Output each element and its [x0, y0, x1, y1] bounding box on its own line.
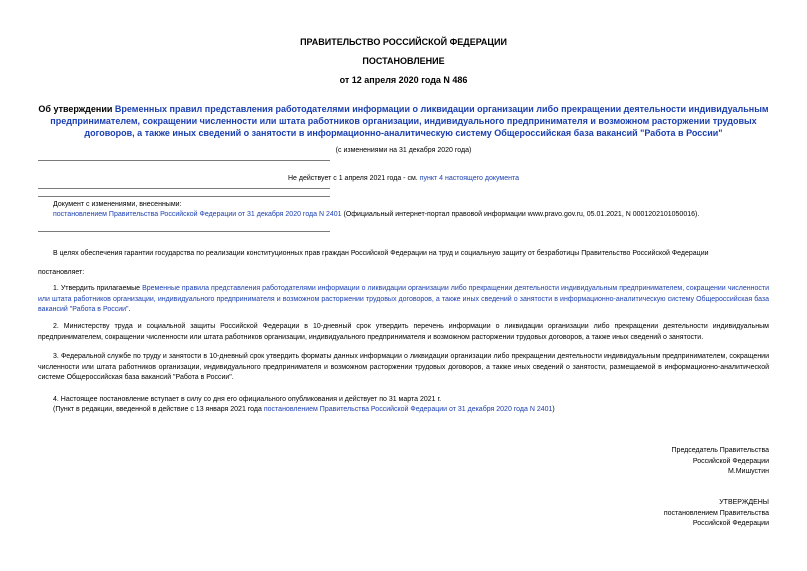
approved-title: УТВЕРЖДЕНЫ — [719, 499, 769, 506]
paragraph-2: 2. Министерству труда и социальной защиты Российской Федерации в 10-дневный срок утвердить перечень информации о ликвидации организации либо прекращении деятельности индивидуальным предпринимателем, сокращении численности или штата работников организации, индивидуального предпринимателя и возможном расторжении трудовых договоров, а также иных сведений о занятости. — [38, 323, 769, 341]
divider — [38, 160, 330, 161]
amended-note: (с изменениями на 31 декабря 2020 года) — [335, 147, 472, 154]
p4-note-prefix: (Пункт в редакции, введенной в действие с 13 января 2021 года — [53, 406, 262, 413]
doc-date: от 12 апреля 2020 года N 486 — [339, 75, 468, 85]
signature-block — [469, 446, 769, 478]
changes-label: Документ с изменениями, внесенными: — [53, 201, 182, 208]
changes-link[interactable]: постановлением Правительства Российской Федерации от 31 декабря 2020 года N 2401 — [53, 211, 342, 218]
paragraph-4-note — [53, 405, 783, 416]
paragraph-4: 4. Настоящее постановление вступает в силу со дня его официального опубликования и действует по 31 марта 2021 г. — [53, 396, 442, 403]
p1-link[interactable]: Временные правила представления работодателями информации о ликвидации организации либо прекращении деятельности индивидуальным предпринимателем, сокращении численности или штата работников организации, индивидуального предпринимателя и возможном расторжении трудовых договоров, а также иных сведений о занятости в информационно-аналитическую систему Общероссийская база вакансий "Работа в России" — [38, 285, 769, 313]
paragraph-1 — [38, 284, 769, 316]
signature-name: М.Мишустин — [727, 468, 769, 475]
p4-note-suffix: ) — [552, 406, 555, 413]
p1-suffix: . — [128, 306, 131, 313]
not-valid-text: Не действует с 1 апреля 2021 года - см. — [287, 175, 418, 182]
title-prefix: Об утверждении — [38, 104, 113, 114]
decides: постановляет: — [38, 269, 85, 276]
not-valid-link[interactable]: пункт 4 настоящего документа — [419, 175, 519, 182]
p1-prefix: 1. Утвердить прилагаемые — [53, 285, 141, 292]
p4-note-link[interactable]: постановлением Правительства Российской Федерации от 31 декабря 2020 года N 2401 — [263, 406, 553, 413]
not-valid-note — [0, 174, 807, 185]
divider — [38, 231, 330, 232]
changes-line — [53, 210, 783, 221]
approved-by: постановлением Правительства — [663, 509, 769, 517]
doc-type: ПОСТАНОВЛЕНИЕ — [362, 56, 445, 66]
org-name: ПРАВИТЕЛЬСТВО РОССИЙСКОЙ ФЕДЕРАЦИИ — [300, 37, 507, 47]
preamble: В целях обеспечения гарантии государства по реализации конституционных прав граждан Российской Федерации на труд и социальную защиту от безработицы Правительство Российской Федерации — [53, 250, 709, 257]
doc-title — [30, 103, 777, 139]
approved-block — [469, 498, 769, 530]
title-link[interactable]: Временных правил представления работодателями информации о ликвидации организации либо прекращении деятельности индивидуальным предпринимателем, сокращении численности или штата работников организации, индивидуального предпринимателя и возможном расторжении трудовых договоров, а также иных сведений о занятости в информационно-аналитическую систему Общероссийская база вакансий "Работа в России" — [50, 104, 769, 138]
signature-country: Российской Федерации — [692, 457, 769, 465]
paragraph-3: 3. Федеральной службе по труду и занятости в 10-дневный срок утвердить форматы данных информации о ликвидации организации либо прекращении деятельности индивидуальным предпринимателем, сокращении численности или штата работников организации, индивидуального предпринимателя и возможном расторжении трудовых договоров, а также иных сведений о занятости, размещаемой в информационно-аналитической системе Общероссийская база вакансий "Работа в России". — [38, 353, 769, 381]
divider — [38, 196, 330, 197]
approved-country: Российской Федерации — [692, 520, 769, 527]
divider — [38, 188, 330, 189]
signature-title: Председатель Правительства — [671, 447, 769, 454]
changes-tail: (Официальный интернет-портал правовой информации www.pravo.gov.ru, 05.01.2021, N 0001202101050016). — [343, 211, 700, 218]
